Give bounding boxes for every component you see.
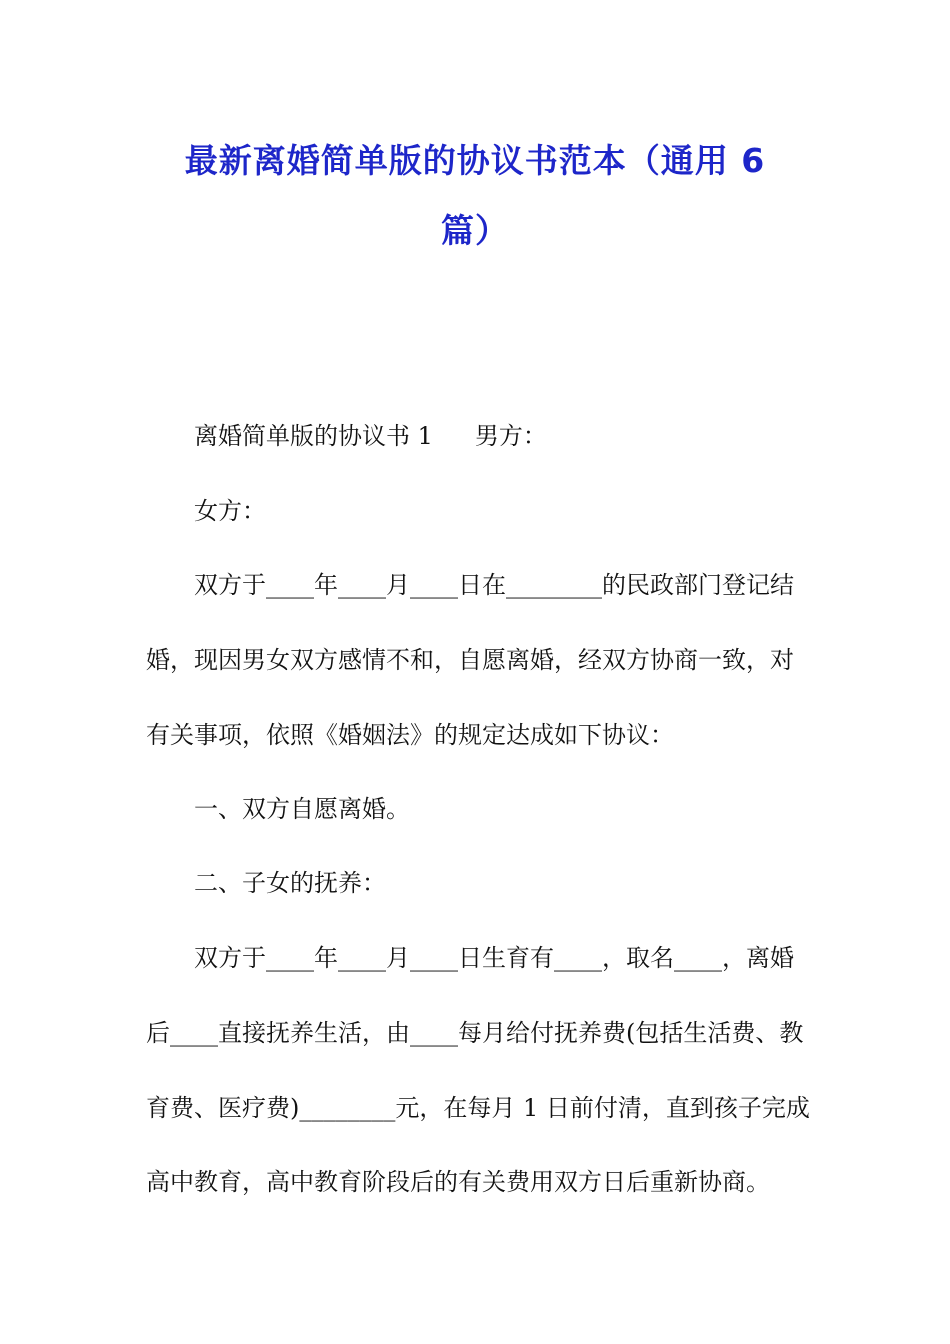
female-party-label: 女方： bbox=[194, 497, 266, 525]
paragraph-line: 有关事项，依照《婚姻法》的规定达成如下协议： bbox=[146, 721, 674, 749]
paragraph-line: 婚，现因男女双方感情不和，自愿离婚，经双方协商一致，对 bbox=[146, 646, 794, 674]
male-party-label: 男方： bbox=[474, 422, 547, 450]
section-heading-row bbox=[194, 421, 854, 451]
document-title-line-1: 最新离婚简单版的协议书范本（通用 6 bbox=[184, 141, 766, 180]
document-title-line-2: 篇） bbox=[441, 211, 509, 250]
paragraph-line: 育费、医疗费)________元，在每月 1 日前付清，直到孩子完成 bbox=[146, 1094, 810, 1122]
clause-heading: 二、子女的抚养： bbox=[194, 869, 386, 897]
paragraph-line: 双方于____年____月____日生育有____，取名____，离婚 bbox=[194, 944, 794, 972]
paragraph-line: 高中教育，高中教育阶段后的有关费用双方日后重新协商。 bbox=[146, 1168, 770, 1196]
paragraph-line: 双方于____年____月____日在________的民政部门登记结 bbox=[194, 571, 794, 599]
section-heading: 离婚简单版的协议书 1 bbox=[194, 422, 433, 450]
clause-heading: 一、双方自愿离婚。 bbox=[194, 795, 410, 823]
paragraph-line: 后____直接抚养生活，由____每月给付抚养费(包括生活费、教 bbox=[146, 1019, 804, 1047]
